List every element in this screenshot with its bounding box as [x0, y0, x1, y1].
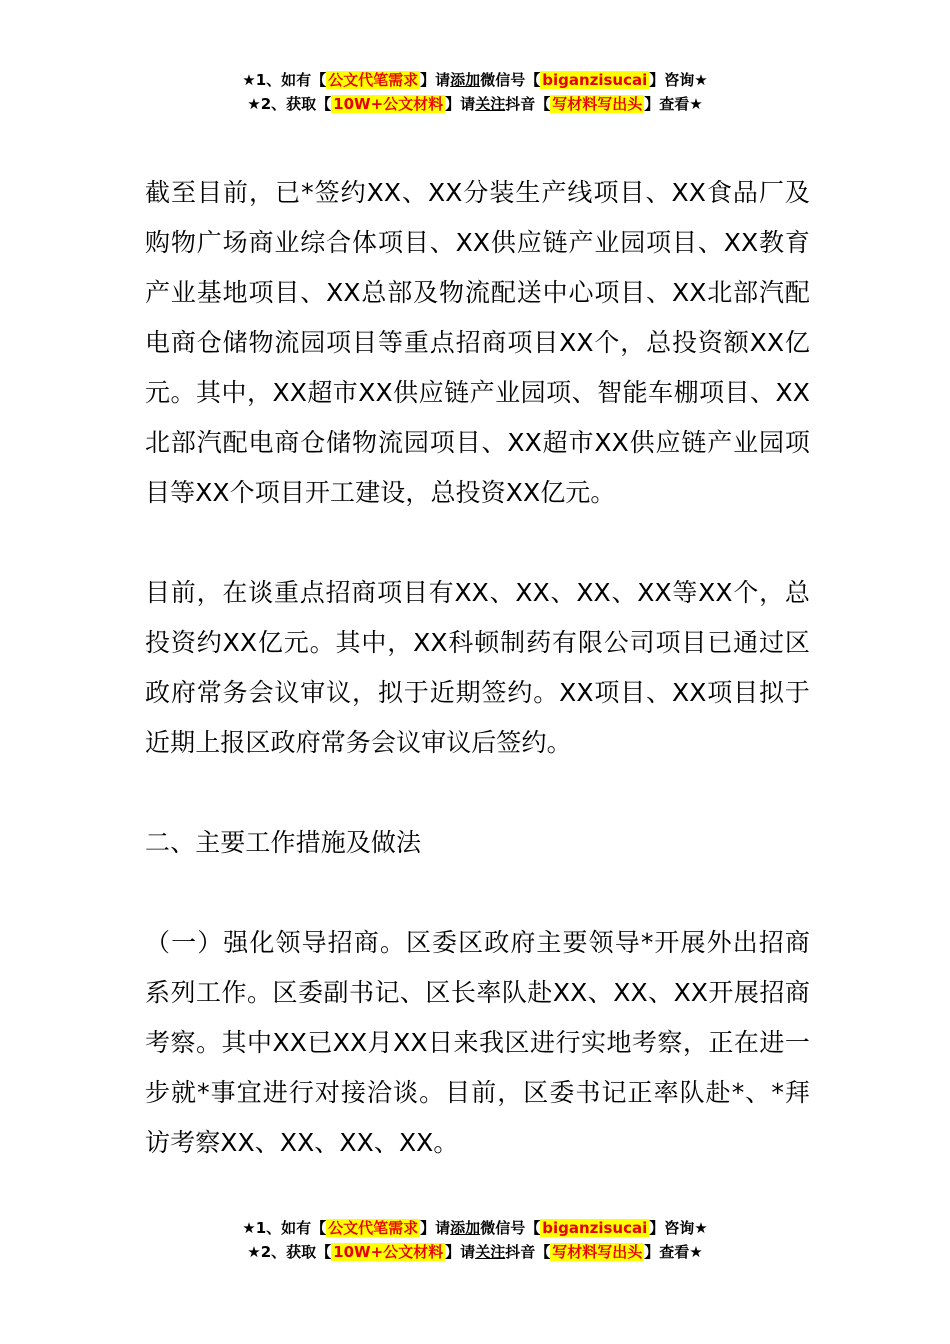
paragraph-leadership-investment: （一）强化领导招商。区委区政府主要领导*开展外出招商系列工作。区委副书记、区长率队赴XX、XX、XX开展招商考察。其中XX已XX月XX日来我区进行实地考察，正在进一步就*事宜进行对接洽谈。目前，区委书记正率队赴*、*拜访考察XX、XX、XX、XX。 — [145, 928, 810, 1157]
banner-text: 2、获取【 — [260, 1243, 332, 1261]
banner-text: 微信号【 — [480, 1219, 541, 1237]
banner-text: 2、获取【 — [260, 95, 332, 113]
document-body — [145, 168, 810, 1168]
banner-text: 】请 — [420, 1219, 451, 1237]
banner-text: 】请 — [445, 95, 476, 113]
banner-highlight: 写材料写出头 — [552, 1243, 643, 1261]
banner-text: 1、如有【 — [255, 1219, 327, 1237]
banner-underline: 关注 — [475, 95, 506, 113]
paragraph-signed-projects: 截至目前，已*签约XX、XX分装生产线项目、XX食品厂及购物广场商业综合体项目、XX供应链产业园项目、XX教育产业基地项目、XX总部及物流配送中心项目、XX北部汽配电商仓储物流园项目等重点招商项目XX个，总投资额XX亿元。其中，XX超市XX供应链产业园项、智能车棚项目、XX北部汽配电商仓储物流园项目、XX超市XX供应链产业园项目等XX个项目开工建设，总投资XX亿元。 — [145, 178, 810, 507]
banner-line-1 — [0, 68, 950, 92]
banner-text: 】请 — [420, 71, 451, 89]
header-banner — [0, 68, 950, 116]
banner-line-1 — [0, 1216, 950, 1240]
banner-underline: 关注 — [475, 1243, 506, 1261]
banner-highlight: biganzisucai — [542, 1219, 648, 1237]
banner-text: 抖音【 — [505, 1243, 551, 1261]
banner-text: 】查看 — [644, 95, 690, 113]
banner-highlight: biganzisucai — [542, 71, 648, 89]
banner-highlight: 公文代笔需求 — [328, 1219, 419, 1237]
paragraph-negotiating-projects: 目前，在谈重点招商项目有XX、XX、XX、XX等XX个，总投资约XX亿元。其中，XX科顿制药有限公司项目已通过区政府常务会议审议，拟于近期签约。XX项目、XX项目拟于近期上报区政府常务会议审议后签约。 — [145, 578, 810, 757]
star-icon: ★ — [689, 95, 703, 113]
footer-banner — [0, 1216, 950, 1264]
star-icon: ★ — [689, 1243, 703, 1261]
star-icon: ★ — [694, 71, 708, 89]
banner-line-2 — [0, 1240, 950, 1264]
banner-text: 】咨询 — [649, 1219, 695, 1237]
star-icon: ★ — [247, 1243, 261, 1261]
banner-text: 1、如有【 — [255, 71, 327, 89]
banner-text: 微信号【 — [480, 71, 541, 89]
section-heading: 二、主要工作措施及做法 — [145, 828, 422, 857]
banner-text: 】查看 — [644, 1243, 690, 1261]
star-icon: ★ — [242, 71, 256, 89]
banner-text: 】咨询 — [649, 71, 695, 89]
star-icon: ★ — [247, 95, 261, 113]
banner-highlight: 写材料写出头 — [552, 95, 643, 113]
star-icon: ★ — [242, 1219, 256, 1237]
banner-text: 】请 — [445, 1243, 476, 1261]
banner-line-2 — [0, 92, 950, 116]
banner-highlight: 10W+公文材料 — [333, 95, 444, 113]
banner-highlight: 10W+公文材料 — [333, 1243, 444, 1261]
banner-underline: 添加 — [450, 1219, 481, 1237]
star-icon: ★ — [694, 1219, 708, 1237]
banner-text: 抖音【 — [505, 95, 551, 113]
banner-underline: 添加 — [450, 71, 481, 89]
banner-highlight: 公文代笔需求 — [328, 71, 419, 89]
